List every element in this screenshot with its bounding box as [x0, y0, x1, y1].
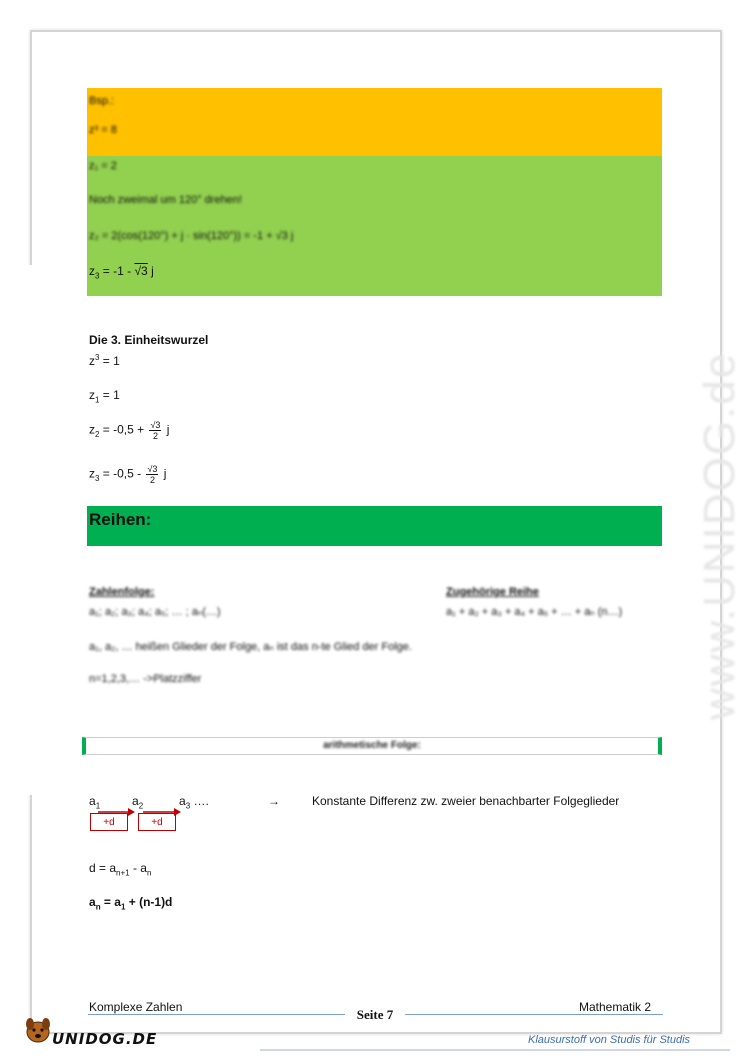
- index-text: n=1,2,3,… ->Platzziffer: [89, 673, 202, 685]
- einheitswurzel-title: Die 3. Einheitswurzel: [89, 333, 209, 347]
- term-a2: $a_2$: [132, 794, 144, 811]
- step-arrow-head-1: [128, 808, 135, 816]
- example-equation: z³ = 8: [89, 124, 117, 136]
- zahlenfolge-expression: a₁; a₂; a₃; a₄; a₅; … ; aₙ(…): [89, 606, 221, 618]
- page-number: Seite 7: [345, 1007, 405, 1023]
- einheitswurzel-equation: $z^3 = 1$: [89, 353, 120, 368]
- glieder-text: a₁, a₂, … heißen Glieder der Folge, aₙ ist das n-te Glied der Folge.: [89, 641, 412, 653]
- zahlenfolge-title: Zahlenfolge:: [89, 586, 155, 598]
- tagline: Klausurstoff von Studis für Studis: [528, 1034, 691, 1046]
- reihe-title: Zugehörige Reihe: [446, 586, 539, 598]
- arithmetic-heading-bar: [82, 737, 662, 755]
- term-a1: $a_1$: [89, 794, 101, 811]
- fraction-sqrt3-over-2: $\frac{√3}{2}$: [147, 464, 158, 485]
- bsp-label: Bsp.:: [89, 95, 115, 107]
- reihen-title: Reihen:: [89, 510, 152, 529]
- example-z1: z₁ = 2: [89, 160, 117, 172]
- reihen-heading-bar: [87, 506, 662, 546]
- example-z3: $z_3 = -1 - √3$ j: [89, 264, 154, 281]
- einheitswurzel-z3: $z_3 = -0,5$ - $\frac{√3}{2}$ j: [89, 464, 167, 485]
- plus-d-box-2: +d: [138, 813, 176, 831]
- fraction-sqrt3-over-2: $\frac{√3}{2}$: [150, 420, 161, 441]
- example-header-box: [87, 88, 662, 156]
- einheitswurzel-z2: $z_2 = -0,5$ + $\frac{√3}{2}$ j: [89, 420, 170, 441]
- footer-right: Mathematik 2: [579, 1000, 652, 1014]
- arithmetic-title: arithmetische Folge:: [323, 740, 421, 751]
- example-body-box: [87, 156, 662, 296]
- einheitswurzel-z1: $z_1 = 1$: [89, 388, 120, 405]
- footer-left: Komplexe Zahlen: [89, 1000, 183, 1014]
- reihe-expression: a₁ + a₂ + a₃ + a₄ + a₅ + … + aₙ (n…): [446, 606, 623, 618]
- example-z2: z₂ = 2(cos(120°) + j · sin(120°)) = -1 + √3 j: [89, 230, 294, 242]
- arithmetic-description: Konstante Differenz zw. zweier benachbarter Folgeglieder: [312, 794, 620, 808]
- dog-logo-icon: [22, 1012, 54, 1046]
- difference-formula: $d = a_{n+1} - a_n$: [89, 861, 152, 878]
- plus-d-box-1: +d: [90, 813, 128, 831]
- watermark: www.UNIDOG.de: [695, 351, 744, 720]
- bottom-bar: [260, 1049, 730, 1051]
- arrow-icon: →: [268, 794, 280, 808]
- term-a3: $a_3$ ….: [179, 794, 209, 811]
- example-rotate-note: Noch zweimal um 120° drehen!: [89, 194, 242, 206]
- logo-text: UNIDOG.DE: [52, 1030, 158, 1048]
- frame-gap-left: [28, 265, 34, 795]
- general-term-formula: $a_n = a_1 + (n-1)d$: [89, 895, 173, 912]
